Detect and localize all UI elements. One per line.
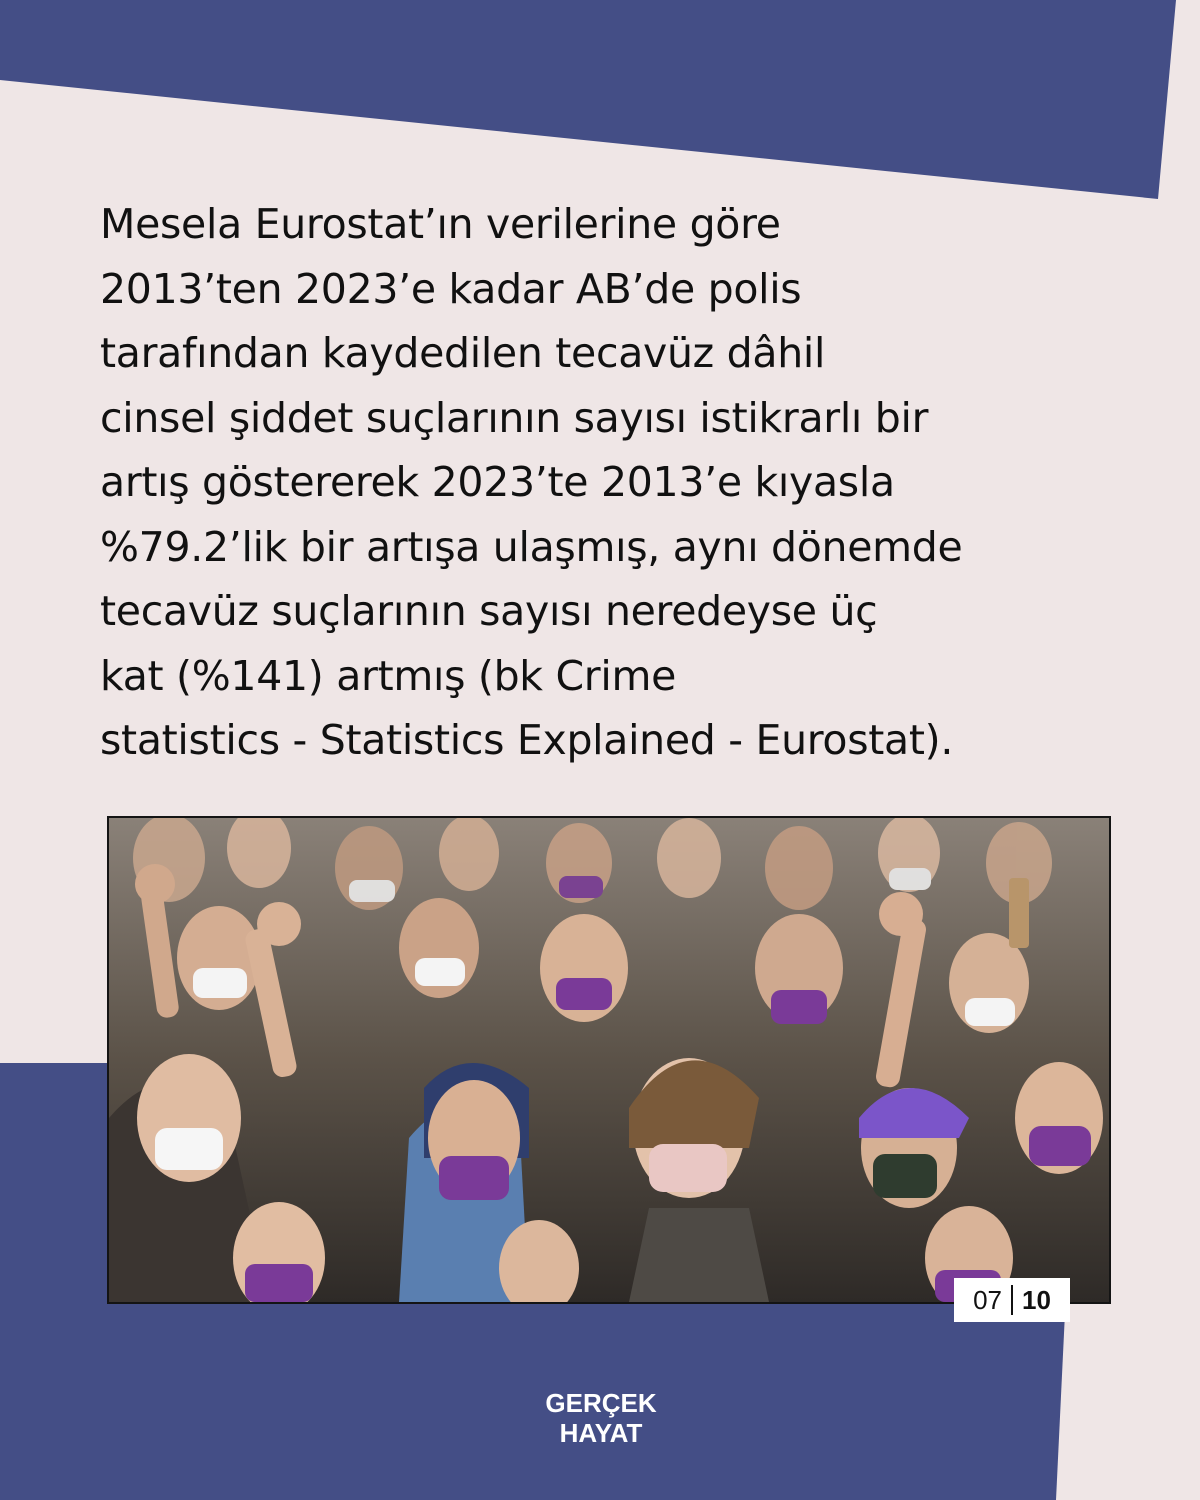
body-line: artış göstererek 2023’te 2013’e kıyasla — [100, 458, 895, 506]
body-paragraph — [100, 192, 1130, 773]
body-line: cinsel şiddet suçlarının sayısı istikrarlı bir — [100, 393, 929, 442]
page-separator — [1011, 1285, 1013, 1315]
body-line: tarafından kaydedilen tecavüz dâhil — [100, 329, 826, 377]
body-line: Mesela Eurostat’ın verilerine göre — [100, 200, 781, 248]
top-navy-band — [0, 0, 1176, 199]
page-total: 10 — [1022, 1284, 1051, 1315]
logo-line-1: GERÇEK — [545, 1388, 657, 1418]
body-line: statistics - Statistics Explained - Eurostat). — [100, 716, 954, 764]
body-line: tecavüz suçlarının sayısı neredeyse üç — [100, 587, 878, 635]
body-line: kat (%141) artmış (bk Crime — [100, 651, 677, 700]
body-line: 2013’ten 2023’e kadar AB’de polis — [100, 264, 802, 313]
protest-crowd-illustration — [109, 818, 1109, 1302]
protest-photo — [107, 816, 1111, 1304]
page-counter — [954, 1278, 1070, 1322]
body-line: %79.2’lik bir artışa ulaşmış, aynı dönemde — [100, 522, 963, 571]
gercek-hayat-logo — [545, 1384, 657, 1448]
logo-line-2: HAYAT — [559, 1418, 643, 1448]
page-current: 07 — [973, 1284, 1002, 1315]
